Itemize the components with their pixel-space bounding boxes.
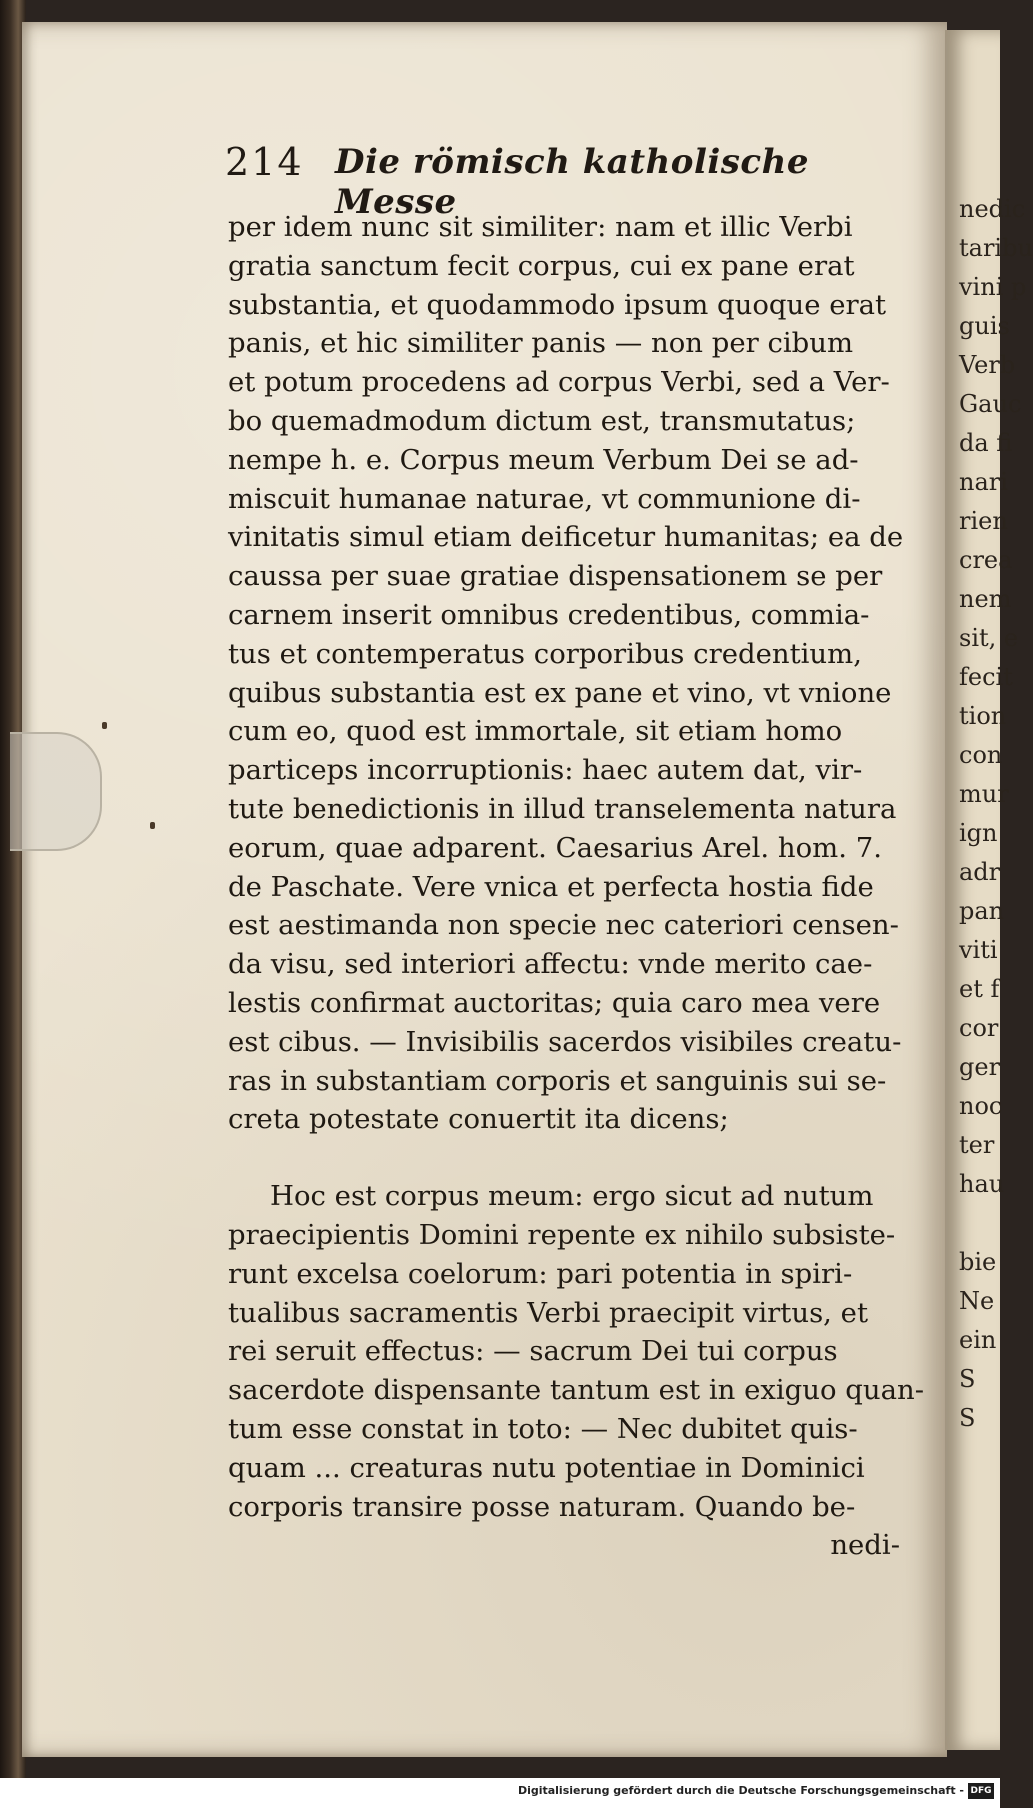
facing-page-fragment: noc <box>959 1092 1003 1120</box>
text-line: quibus substantia est ex pane et vino, vt vnione <box>228 676 892 709</box>
facing-page-fragment: S <box>959 1404 976 1432</box>
facing-page-fragment: viti <box>959 936 998 964</box>
text-line: caussa per suae gratiae dispensationem se per <box>228 560 883 593</box>
text-line: substantia, et quodammodo ipsum quoque erat <box>228 288 887 321</box>
paragraph-1 <box>228 208 908 1139</box>
text-line: tum esse constat in toto: — Nec dubitet quis- <box>228 1412 858 1445</box>
page-clip <box>10 732 102 851</box>
facing-page-fragment: da fi <box>959 429 1013 457</box>
paragraph-2 <box>228 1177 925 1526</box>
facing-page <box>945 30 1033 1750</box>
text-line: nempe h. e. Corpus meum Verbum Dei se ad- <box>228 443 859 476</box>
page-number: 214 <box>225 140 304 184</box>
text-line: bo quemadmodum dictum est, transmutatus; <box>228 404 856 437</box>
facing-page-fragment: vini p <box>959 273 1027 301</box>
facing-page-fragment: cor <box>959 1014 999 1042</box>
facing-page-fragment: ein <box>959 1326 997 1354</box>
text-line: est aestimanda non specie nec cateriori censen- <box>228 909 899 942</box>
facing-page-fragment: guis <box>959 312 1010 340</box>
attribution-bar <box>0 1778 1000 1808</box>
text-line: per idem nunc sit similiter: nam et illic Verbi <box>228 211 853 243</box>
running-title: Die römisch katholische Messe <box>335 142 809 222</box>
facing-page-fragment: Gauc <box>959 390 1022 418</box>
text-line: quam ... creaturas nutu potentiae in Dominici <box>228 1451 865 1484</box>
body-text <box>228 208 925 1565</box>
facing-page-fragment: adr <box>959 858 1001 886</box>
attribution-text: Digitalisierung gefördert durch die Deutsche Forschungsgemeinschaft - <box>517 1784 964 1797</box>
facing-page-fragment: mur <box>959 780 1009 808</box>
facing-page-fragment: Ne <box>959 1287 995 1315</box>
facing-page-fragment: rien <box>959 507 1008 535</box>
facing-page-fragment: ger <box>959 1053 1001 1081</box>
text-line: runt excelsa coelorum: pari potentia in spiri- <box>228 1257 853 1290</box>
catchword: nedi- <box>830 1529 900 1562</box>
text-line: eorum, quae adparent. Caesarius Arel. hom. 7. <box>228 831 882 864</box>
facing-page-fragment: fecit <box>959 663 1013 691</box>
text-line: panis, et hic similiter panis — non per cibum <box>228 327 854 360</box>
facing-page-fragment: Verb <box>959 351 1016 379</box>
text-line: est cibus. — Invisibilis sacerdos visibiles creatu- <box>228 1025 902 1058</box>
ink-speck <box>102 722 107 729</box>
facing-page-fragment: bie <box>959 1248 997 1276</box>
facing-page-fragment: tion <box>959 702 1007 730</box>
text-line: corporis transire posse naturam. Quando be- <box>228 1490 856 1523</box>
text-line: ras in substantiam corporis et sanguinis sui se- <box>228 1064 887 1097</box>
text-line: carnem inserit omnibus credentibus, commia- <box>228 598 870 631</box>
text-line: de Paschate. Vere vnica et perfecta hostia fide <box>228 870 874 903</box>
dfg-logo: DFG <box>968 1783 994 1799</box>
text-line: lestis confirmat auctoritas; quia caro mea vere <box>228 986 881 1019</box>
text-line: vinitatis simul etiam deificetur humanitas; ea de <box>228 521 904 554</box>
paragraph-gap <box>228 1139 908 1177</box>
text-line: tus et contemperatus corporibus credentium, <box>228 637 862 670</box>
text-line: creta potestate conuertit ita dicens; <box>228 1103 729 1136</box>
text-line: da visu, sed interiori affectu: vnde merito cae- <box>228 948 873 981</box>
ink-speck <box>150 822 155 829</box>
facing-page-fragment: crea <box>959 546 1013 574</box>
facing-page-fragment: nedic <box>959 195 1026 223</box>
text-line: Hoc est corpus meum: ergo sicut ad nutum <box>270 1180 874 1213</box>
facing-page-fragment: et f <box>959 975 1000 1003</box>
facing-page-fragment: ign <box>959 819 998 847</box>
facing-page-fragment: con <box>959 741 1003 769</box>
text-line: praecipientis Domini repente ex nihilo subsiste- <box>228 1218 896 1251</box>
facing-page-fragment: nari <box>959 468 1008 496</box>
text-line: tualibus sacramentis Verbi praecipit virtus, et <box>228 1296 868 1329</box>
text-line: cum eo, quod est immortale, sit etiam homo <box>228 715 843 748</box>
text-line: miscuit humanae naturae, vt communione di- <box>228 482 861 515</box>
text-line: et potum procedens ad corpus Verbi, sed a Ver- <box>228 366 890 399</box>
facing-page-fragment: taribu <box>959 234 1033 262</box>
facing-page-fragment: hau <box>959 1170 1005 1198</box>
facing-page-fragment: nem <box>959 585 1012 613</box>
page-header <box>225 140 825 222</box>
facing-page-fragment: sit, e <box>959 624 1019 652</box>
facing-page-fragment: ter <box>959 1131 995 1159</box>
text-line: tute benedictionis in illud transelementa natura <box>228 792 897 825</box>
facing-page-fragment: S <box>959 1365 976 1393</box>
text-line: sacerdote dispensante tantum est in exiguo quan- <box>228 1374 925 1407</box>
text-line: rei seruit effectus: — sacrum Dei tui corpus <box>228 1335 838 1368</box>
facing-page-fragment: pan <box>959 897 1005 925</box>
text-line: particeps incorruptionis: haec autem dat, vir- <box>228 754 863 787</box>
text-line: gratia sanctum fecit corpus, cui ex pane erat <box>228 249 855 282</box>
